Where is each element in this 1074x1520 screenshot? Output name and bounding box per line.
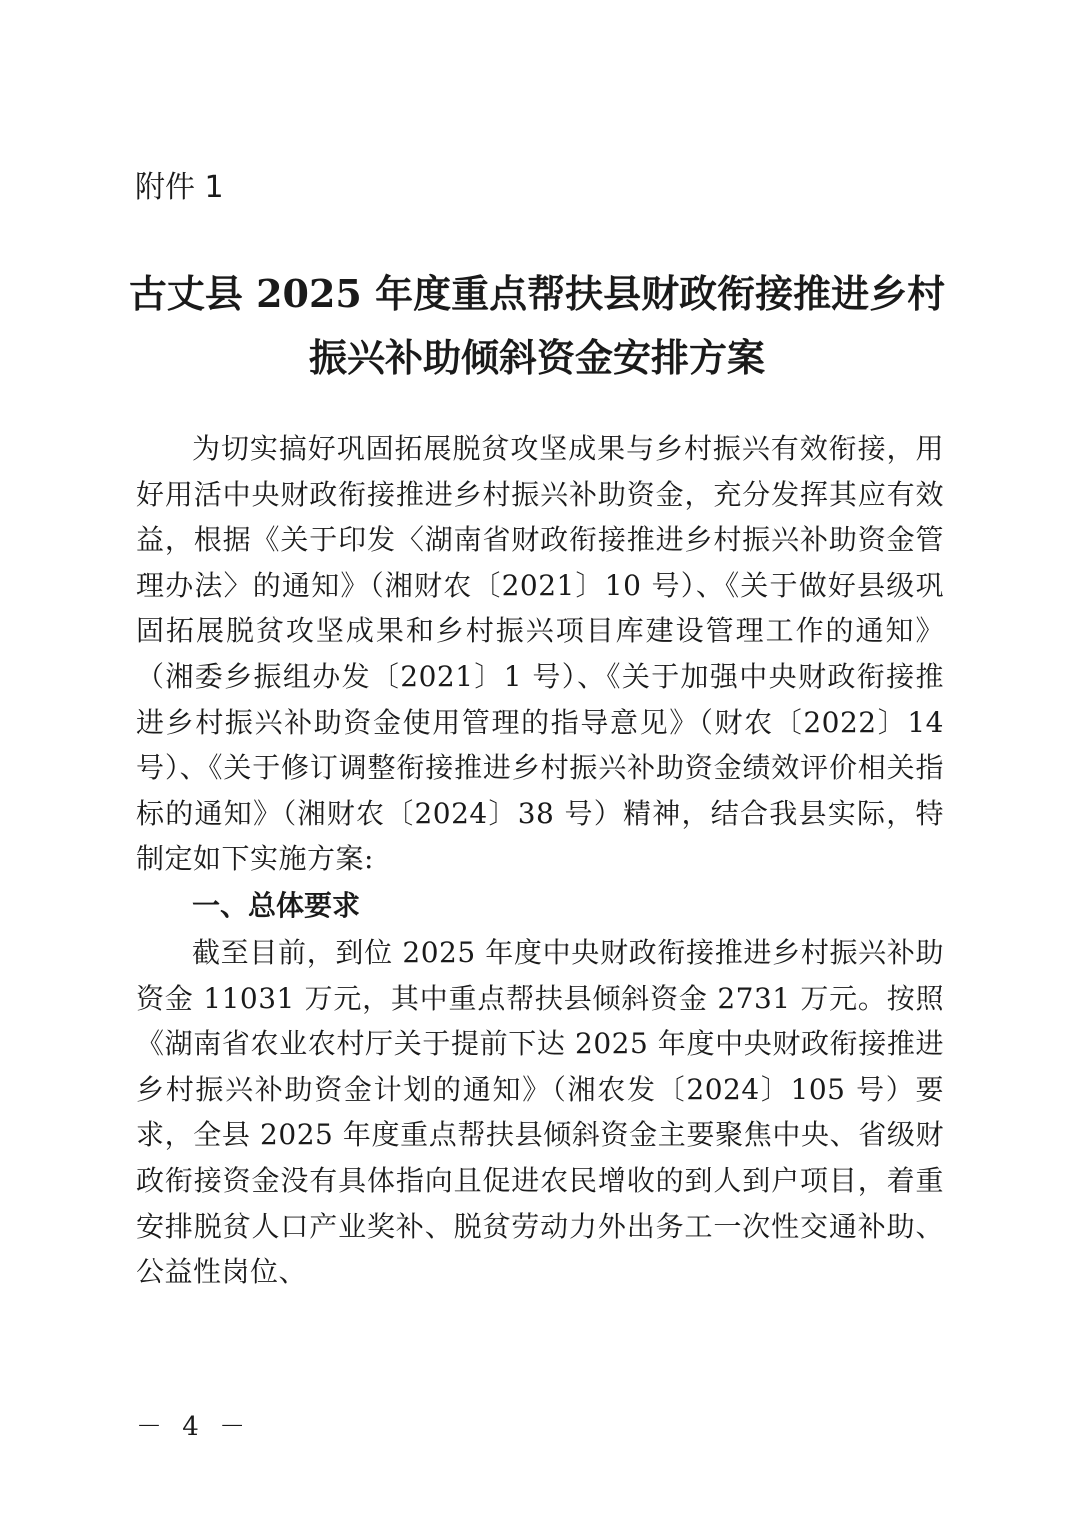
document-title-line-2: 振兴补助倾斜资金安排方案	[308, 335, 765, 380]
section-heading-general-requirements: 一、总体要求	[192, 888, 361, 922]
document-title-line-1: 古丈县 2025 年度重点帮扶县财政衔接推进乡村	[128, 271, 946, 316]
general-requirements-paragraph: 截至目前，到位 2025 年度中央财政衔接推进乡村振兴补助资金 11031 万元，其中重点帮扶县倾斜资金 2731 万元。按照《湖南省农业农村厅关于提前下达 2025 年度中央财政衔接推进乡村振兴补助资金计划的通知》（湘农发〔2024〕105 号）要求，全县 2025 年度重点帮扶县倾斜资金主要聚焦中央、省级财政衔接资金没有具体指向且促进农民增收的到人到户项目，着重安排脱贫人口产业奖补、脱贫劳动力外出务工一次性交通补助、公益性岗位、	[136, 935, 944, 1289]
page-number: － 4 －	[136, 1412, 252, 1442]
document-title	[120, 262, 954, 390]
document-body	[136, 426, 944, 1295]
intro-paragraph: 为切实搞好巩固拓展脱贫攻坚成果与乡村振兴有效衔接，用好用活中央财政衔接推进乡村振兴补助资金，充分发挥其应有效益，根据《关于印发〈湖南省财政衔接推进乡村振兴补助资金管理办法〉的通知》（湘财农〔2021〕10 号）、《关于做好县级巩固拓展脱贫攻坚成果和乡村振兴项目库建设管理工作的通知》（湘委乡振组办发〔2021〕1 号）、《关于加强中央财政衔接推进乡村振兴补助资金使用管理的指导意见》（财农〔2022〕14 号）、《关于修订调整衔接推进乡村振兴补助资金绩效评价相关指标的通知》（湘财农〔2024〕38 号）精神，结合我县实际，特制定如下实施方案:	[136, 432, 944, 876]
attachment-label: 附件 1	[135, 170, 224, 205]
